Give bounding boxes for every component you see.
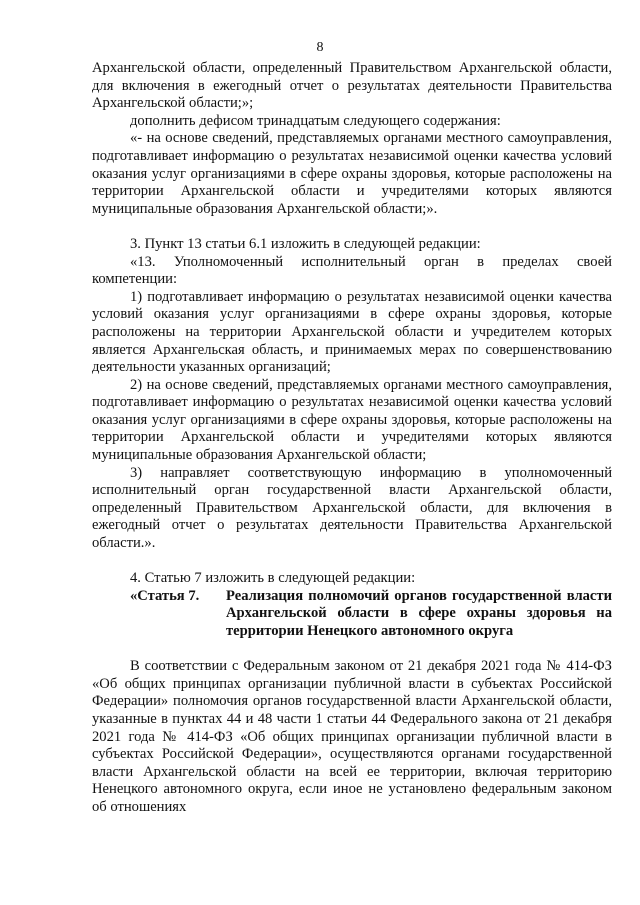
paragraph-continuation: Архангельской области, определенный Правительством Архангельской области, для включения в ежегодный отчет о результатах деятельности Правительства Архангельской области;»; bbox=[92, 60, 612, 112]
paragraph-dash-13: «- на основе сведений, представляемых органами местного самоуправления, подготавливает информацию о результатах независимой оценки качества условий оказания услуг организациями в сфере охраны здоровья, которые расположены на территории Архангельской области и учредителями которых являются муниципальные образования Архангельской области;». bbox=[92, 130, 612, 217]
paragraph-subpoint-1: 1) подготавливает информацию о результатах независимой оценки качества условий оказания услуг организациями в сфере охраны здоровья, которые расположены на территории Архангельской области и учредителем которых является Архангельская область, и принимаемых мерах по совершенствованию деятельности указанных организаций; bbox=[92, 288, 612, 376]
paragraph-article-body: В соответствии с Федеральным законом от 21 декабря 2021 года № 414-ФЗ «Об общих принципах организации публичной власти в субъектах Российской Федерации» полномочия органов государственной власти Архангельской области, указанные в пунктах 44 и 48 части 1 статьи 44 Федерального закона от 21 декабря 2021 года № 414-ФЗ «Об общих принципах организации публичной власти в субъектах Российской Федерации», осуществляются органами государственной власти Архангельской области на всей ее территории, включая территорию Ненецкого автономного округа, если иное не установлено федеральным законом об отношениях bbox=[92, 658, 612, 815]
page-number: 8 bbox=[316, 40, 324, 55]
article-number: «Статья 7. bbox=[130, 587, 200, 604]
paragraph-subpoint-3: 3) направляет соответствующую информацию в уполномоченный исполнительный орган государственной власти Архангельской области, определенный Правительством Архангельской области, для включения в ежегодный отчет о результатах деятельности Правительства Архангельской области.». bbox=[92, 464, 612, 552]
paragraph-item-3: 3. Пункт 13 статьи 6.1 изложить в следующей редакции: bbox=[130, 235, 481, 252]
paragraph-subpoint-2: 2) на основе сведений, представляемых органами местного самоуправления, подготавливает информацию о результатах независимой оценки качества условий оказания услуг организациями в сфере охраны здоровья, которые расположены на территории Архангельской области и учредителями которых являются муниципальные образования Архангельской области; bbox=[92, 376, 612, 464]
document-body bbox=[92, 60, 612, 817]
paragraph-gap bbox=[92, 641, 612, 659]
article-heading bbox=[130, 588, 612, 641]
paragraph-point-13: «13. Уполномоченный исполнительный орган в пределах своей компетенции: bbox=[92, 253, 612, 288]
paragraph-gap bbox=[92, 218, 612, 236]
article-title: Реализация полномочий органов государственной власти Архангельской области в сфере охраны здоровья на территории Ненецкого автономного округа bbox=[226, 587, 612, 639]
paragraph-gap bbox=[92, 553, 612, 571]
paragraph-item-4: 4. Статью 7 изложить в следующей редакции: bbox=[130, 570, 416, 587]
paragraph-add-dash: дополнить дефисом тринадцатым следующего содержания: bbox=[130, 112, 501, 129]
